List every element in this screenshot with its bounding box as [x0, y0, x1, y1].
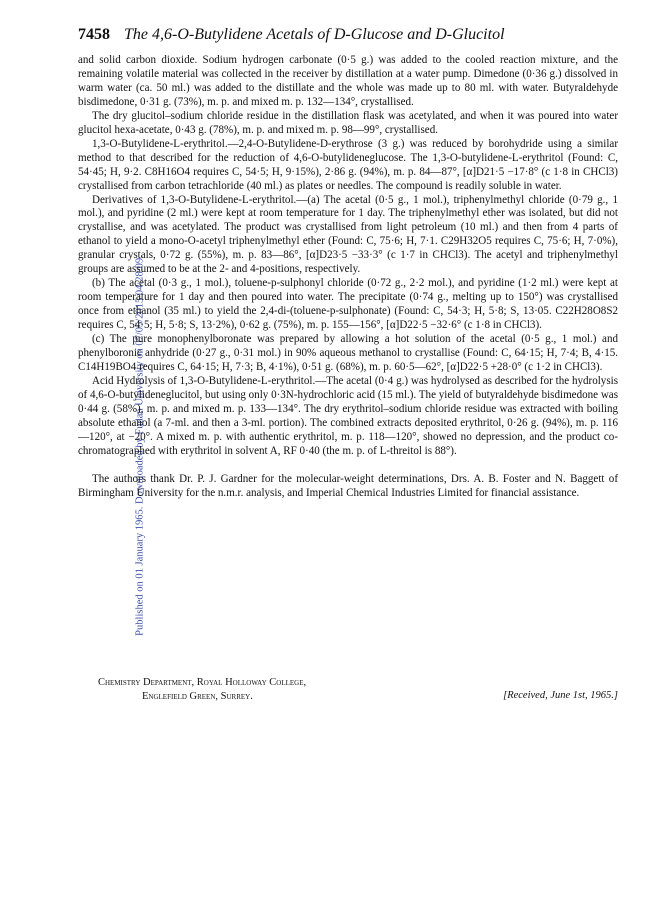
- acknowledgements: The authors thank Dr. P. J. Gardner for the molecular-weight determinations, Drs. A. B. Foster and N. Baggett of Birmingham University for the n.m.r. analysis, and Imperial Chemical Industries Limited for financial assistance.: [78, 472, 618, 499]
- download-notice: Published on 01 January 1965. Downloaded by Fudan University on 07/05/2015 04:28:09.: [134, 255, 146, 636]
- affiliation-block: [78, 676, 618, 703]
- page-number: 7458: [78, 26, 110, 43]
- running-title: The 4,6-O-Butylidene Acetals of D-Glucose and D-Glucitol: [124, 26, 505, 43]
- affiliation-line: Englefield Green, Surrey.: [142, 690, 253, 702]
- affiliation-line: Chemistry Department, Royal Holloway College,: [98, 677, 307, 688]
- paragraph: and solid carbon dioxide. Sodium hydrogen carbonate (0·5 g.) was added to the cooled reaction mixture, and the remaining volatile material was collected in the receiver by distillation at a water pump. Dimedone (0·36 g.) dissolved in warm water (ca. 50 ml.) was added to the distillate and the whole was made up to 80 ml. with water. Butyraldehyde bisdimedone, 0·31 g. (73%), m. p. and mixed m. p. 132—134°, crystallised.: [78, 54, 618, 108]
- paragraph: Acid Hydrolysis of 1,3-O-Butylidene-L-erythritol.—The acetal (0·4 g.) was hydrolysed as described for the hydrolysis of 4,6-O-butylideneglucitol, but using only 0·3N-hydrochloric acid (15 ml.). The yield of butyraldehyde bisdimedone was 0·44 g. (58%), m. p. and mixed m. p. 133—134°. The dry erythritol–sodium chloride residue was extracted with boiling absolute ethanol (a 7-ml. and then a 3-ml. portion). The combined extracts deposited erythritol, 0·26 g. (94%), m. p. 116—120°, at −20°. A mixed m. p. with authentic erythritol, m. p. 118—120°, showed no depression, and the product co-chromatographed with erythritol in solvent A, RF 0·40 (the m. p. of L-threitol is 88°).: [78, 374, 618, 457]
- paragraph: 1,3-O-Butylidene-L-erythritol.—2,4-O-Butylidene-D-erythrose (3 g.) was reduced by borohydride using a similar method to that described for the reduction of 4,6-O-butylideneglucose. The 1,3-O-butylidene-L-erythritol (Found: C, 54·45; H, 9·2. C8H16O4 requires C, 54·5; H, 9·15%), 2·86 g. (94%), m. p. 84—87°, [α]D21·5 −17·8° (c 1·8 in CHCl3) crystallised from carbon tetrachloride (40 ml.) as plates or needles. The compound is readily soluble in water.: [78, 137, 618, 192]
- paragraph: The dry glucitol–sodium chloride residue in the distillation flask was acetylated, and when it was poured into water glucitol hexa-acetate, 0·43 g. (78%), m. p. and mixed m. p. 98—99°, crystallised.: [78, 109, 618, 136]
- received-date: [Received, June 1st, 1965.]: [503, 690, 618, 701]
- paragraph: Derivatives of 1,3-O-Butylidene-L-erythritol.—(a) The acetal (0·5 g., 1 mol.), triphenylmethyl chloride (0·79 g., 1 mol.), and pyridine (2 ml.) were kept at room temperature for 1 day. The triphenylmethyl ether was isolated, but did not crystallise, and was acetylated. The product was crystallised from light petroleum (10 ml.) and then from 4 parts of ethanol to yield a mono-O-acetyl triphenylmethyl ether (Found: C, 75·6; H, 7·1. C29H32O5 requires C, 75·6; H, 7·0%), granular crystals, 0·72 g. (55%), m. p. 83—86°, [α]D23·5 −33·3° (c 1·7 in CHCl3). The acetyl and triphenylmethyl groups are assumed to be at the 2- and 4-positions, respectively.: [78, 193, 618, 276]
- article-body: [78, 54, 618, 501]
- paragraph: (c) The pure monophenylboronate was prepared by allowing a hot solution of the acetal (0·5 g., 1 mol.) and phenylboronic anhydride (0·27 g., 0·31 mol.) in 90% aqueous methanol to crystallise (Found: C, 64·15; H, 7·4; B, 4·15. C14H19BO4 requires C, 64·15; H, 7·3; B, 4·1%), 0·51 g. (68%), m. p. 60·5—62°, [α]D22·5 +28·0° (c 1·2 in CHCl3).: [78, 333, 618, 373]
- page-header: [78, 26, 618, 44]
- paragraph: (b) The acetal (0·3 g., 1 mol.), toluene-p-sulphonyl chloride (0·72 g., 2·2 mol.), and pyridine (1·2 ml.) were kept at room temperature for 1 day and then poured into water. The precipitate (0·74 g., melting up to 150°) was crystallised once from ethanol (35 ml.) to yield the 2,4-di-(toluene-p-sulphonate) (Found: C, 54·3; H, 5·8; S, 13·05. C22H28O8S2 requires C, 54·5; H, 5·8; S, 13·2%), 0·62 g. (75%), m. p. 155—156°, [α]D22·5 −32·6° (c 1·8 in CHCl3).: [78, 277, 618, 332]
